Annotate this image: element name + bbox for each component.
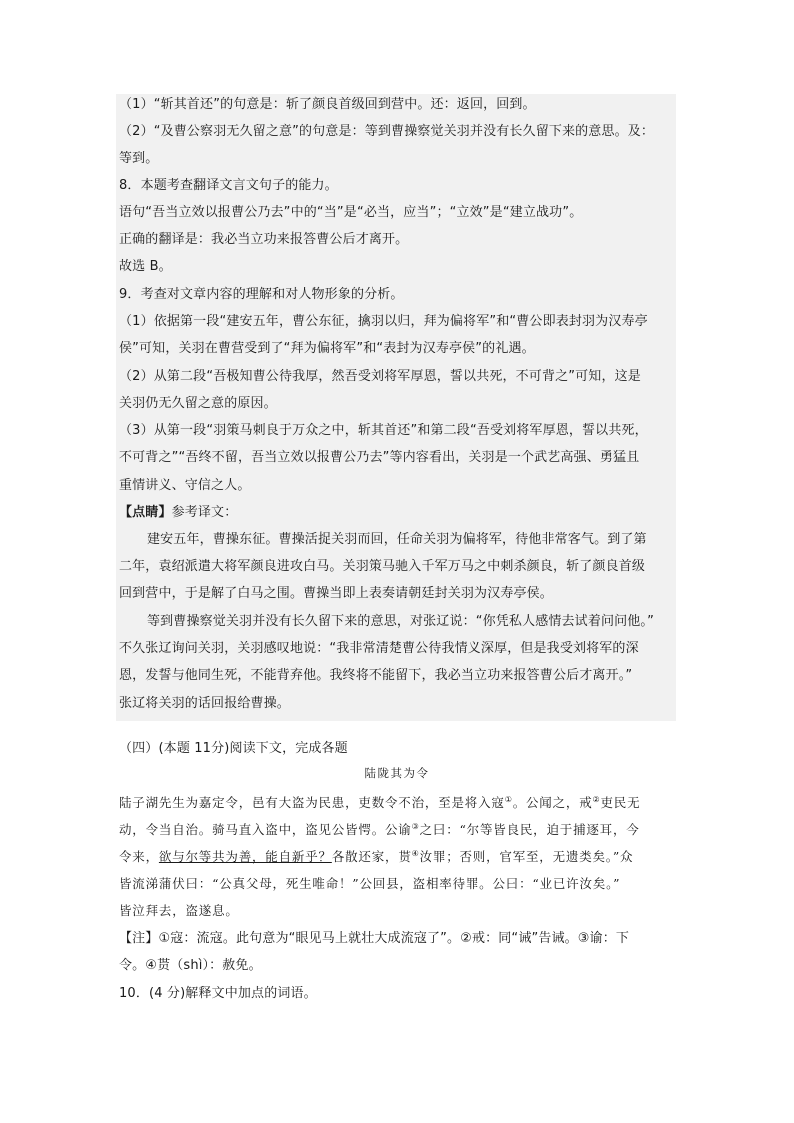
answer-line: 侯”可知，关羽在曹营受到了“拜为偏将军”和“表封为汉寿亭侯”的礼遇。 — [119, 341, 535, 356]
answer-line: 重情讲义、守信之人。 — [119, 478, 251, 493]
notes-line: 【注】①寇：流寇。此句意为“眼见马上就壮大成流寇了”。②戒：同“诫”告诫。③谕：下 — [119, 931, 630, 946]
answer-line: （1）“斩其首还”的句意是：斩了颜良首级回到营中。还：返回，回到。 — [119, 97, 536, 112]
answer-line: （2）“及曹公察羽无久留之意”的句意是：等到曹操察觉关羽并没有长久留下来的意思。及： — [119, 124, 655, 139]
passage-line: 陆子湖先生为嘉定令，邑有大盗为民患，吏数令不治，至是将入寇①。公闻之，戒②吏民无 — [119, 794, 641, 810]
translation-line: 张辽将关羽的话回报给曹操。 — [119, 696, 290, 711]
passage-title: 陆陇其为令 — [364, 766, 430, 780]
dianjing-line — [119, 504, 237, 522]
answer-line: 不可背之”“吾终不留，吾当立效以报曹公乃去”等内容看出，关羽是一个武艺高强、勇猛且 — [119, 450, 640, 465]
dianjing-text: 参考译文： — [171, 505, 238, 520]
answer-line: 正确的翻译是：我必当立功来报答曹公后才离开。 — [119, 232, 409, 247]
note-marker: ② — [592, 794, 601, 804]
translation-line: 等到曹操察觉关羽并没有长久留下来的意思，对张辽说：“你凭私人感情去试着问问他。” — [147, 614, 654, 629]
note-marker: ① — [504, 794, 513, 804]
answer-line: 故选 B。 — [119, 259, 172, 274]
note-marker: ③ — [411, 821, 420, 831]
answer-line: （1）依据第一段“建安五年，曹公东征，擒羽以归，拜为偏将军”和“曹公即表封羽为汉寿亭 — [119, 314, 648, 329]
question-9-heading: 9．考查对文章内容的理解和对人物形象的分析。 — [119, 287, 404, 302]
section-4-heading: （四）(本题 11分)阅读下文，完成各题 — [119, 741, 348, 756]
dianjing-label: 【点睛】 — [119, 505, 172, 520]
note-marker: ④ — [411, 848, 420, 858]
translation-line: 恩，发誓与他同生死，不能背弃他。我终将不能留下，我必当立功来报答曹公后才离开。” — [119, 668, 633, 683]
answer-line: 语句“吾当立效以报曹公乃去”中的“当”是“必当，应当”；“立效”是“建立战功”。 — [119, 205, 583, 220]
translation-line: 不久张辽询问关羽，关羽感叹地说：“我非常清楚曹公待我情义深厚，但是我受刘将军的深 — [119, 641, 639, 656]
underlined-sentence: 欲与尔等共为善，能自新乎？ — [158, 849, 332, 864]
answer-line: 关羽仍无久留之意的原因。 — [119, 396, 277, 411]
answer-line: （2）从第二段“吾极知曹公待我厚，然吾受刘将军厚恩，誓以共死，不可背之”可知，这是 — [119, 369, 641, 384]
passage-line: 动，令当自治。骑马直入盗中，盗见公皆愕。公谕③之曰：“尔等皆良民，迫于捕逐耳，今 — [119, 821, 640, 837]
answer-line: 等到。 — [119, 151, 159, 166]
question-8-heading: 8．本题考查翻译文言文句子的能力。 — [119, 178, 338, 193]
passage-line: 皆流涕蒲伏曰：“公真父母，死生唯命！”公回县，盗相率待罪。公曰：“业已许汝矣。” — [119, 876, 621, 891]
notes-line: 令。④贳（shì）：赦免。 — [119, 958, 262, 973]
passage-line: 皆泣拜去，盗遂息。 — [119, 903, 239, 918]
translation-line: 二年，袁绍派遣大将军颜良进攻白马。关羽策马驰入千军万马之中刺杀颜良，斩了颜良首级 — [119, 559, 646, 574]
translation-line: 建安五年，曹操东征。曹操活捉关羽而回，任命关羽为偏将军，待他非常客气。到了第 — [147, 532, 647, 547]
translation-line: 回到营中，于是解了白马之围。曹操当即上表奏请朝廷封关羽为汉寿亭侯。 — [119, 586, 553, 601]
question-10: 10．(4 分)解释文中加点的词语。 — [119, 986, 317, 1001]
answer-line: （3）从第一段“羽策马刺良于万众之中，斩其首还”和第二段“吾受刘将军厚恩，誓以共死， — [119, 423, 648, 438]
passage-line: 令来，欲与尔等共为善，能自新乎？各散还家，贳④汝罪；否则，官军至，无遗类矣。”众 — [119, 848, 634, 864]
